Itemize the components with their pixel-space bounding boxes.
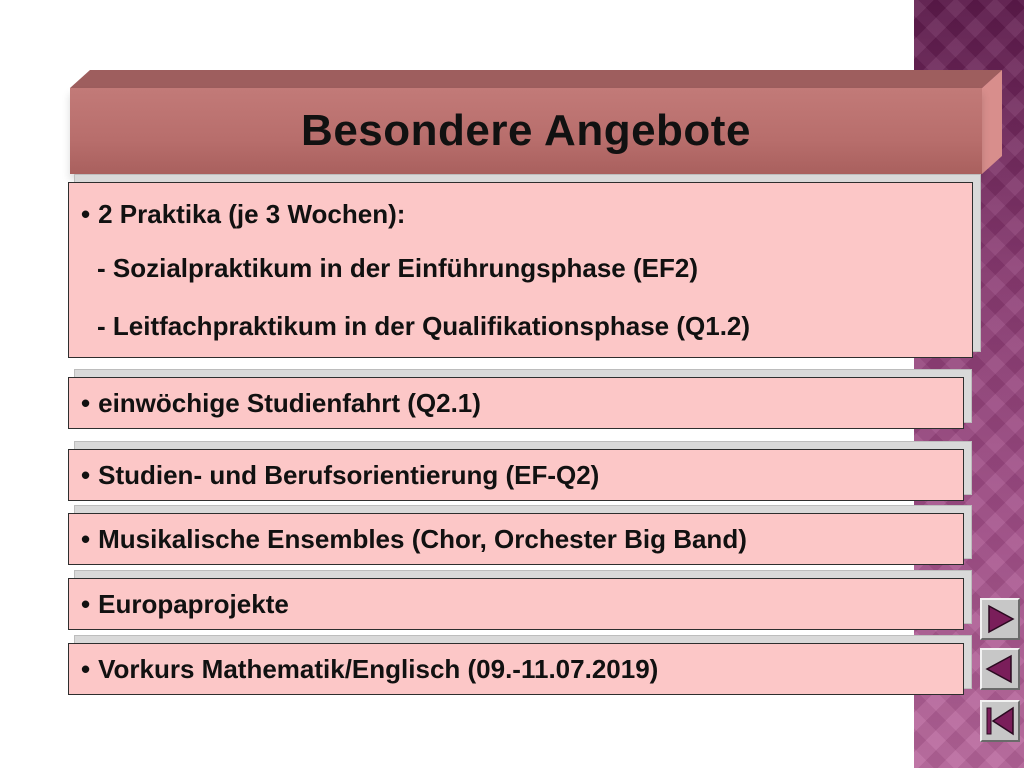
item-text: Studien- und Berufsorientierung (EF-Q2) [98,460,600,490]
bullet: • [81,524,91,554]
list-item-berufsorientierung [68,449,964,501]
bullet: • [81,388,91,418]
title-banner-top [70,70,1002,88]
first-slide-button[interactable] [980,700,1020,742]
praktika-line-sozial: - Sozialpraktikum in der Einführungsphase (EF2) [97,253,698,283]
item-text: Musikalische Ensembles (Chor, Orchester Big Band) [98,524,747,554]
next-slide-button[interactable] [980,598,1020,640]
title-banner-face [70,88,982,174]
list-item-praktika [68,182,973,358]
item-text: einwöchige Studienfahrt (Q2.1) [98,388,481,418]
title-banner-side [982,70,1002,174]
title-banner [70,70,1002,174]
bullet: • [81,460,91,490]
bullet: • [81,589,91,619]
previous-slide-button[interactable] [980,648,1020,690]
praktika-line-leitfach: - Leitfachpraktikum in der Qualifikationsphase (Q1.2) [97,311,751,341]
praktika-heading: 2 Praktika (je 3 Wochen): [98,199,406,229]
bullet: • [81,654,91,684]
list-item-europaprojekte [68,578,964,630]
first-slide-icon [984,705,1016,737]
bullet: • [81,199,91,229]
list-item-ensembles [68,513,964,565]
list-item-studienfahrt [68,377,964,429]
previous-arrow-icon [984,653,1016,685]
item-text: Vorkurs Mathematik/Englisch (09.-11.07.2019) [98,654,659,684]
page-title: Besondere Angebote [301,106,751,155]
list-item-vorkurs [68,643,964,695]
next-arrow-icon [984,603,1016,635]
item-text: Europaprojekte [98,589,289,619]
